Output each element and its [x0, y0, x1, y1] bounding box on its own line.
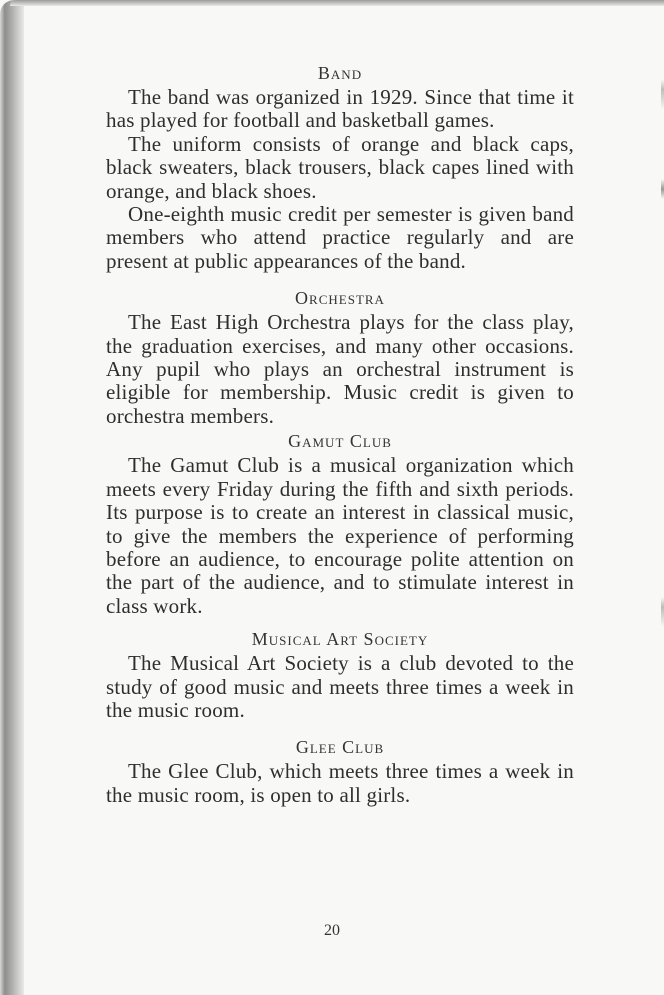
- section-heading: Orchestra: [295, 288, 385, 309]
- page-top-edge: [10, 0, 664, 6]
- book-binding-edge: [0, 0, 24, 995]
- section-band: [106, 60, 574, 273]
- section-gamut-club: [106, 428, 574, 618]
- paragraph: The Gamut Club is a musical organization which meets every Friday during the fifth and sixth periods. Its purpose is to create an interest in classical music, to give the members the experience of performing before an audience, to encourage polite attention on the part of the audience, and to stimulate interest in class work.: [106, 453, 574, 618]
- section-glee-club: [106, 734, 574, 807]
- section-heading: Musical Art Society: [251, 629, 429, 650]
- paragraph: The Glee Club, which meets three times a week in the music room, is open to all girls.: [106, 759, 574, 807]
- paragraph: The East High Orchestra plays for the class play, the graduation exercises, and many other occasions. Any pupil who plays an orchestral instrument is eligible for membership. Music credit is given to orchestra members.: [106, 310, 574, 428]
- paragraph: One-eighth music credit per semester is given band members who attend practice regularly and are present at public appearances of the band.: [106, 202, 574, 273]
- paragraph: The band was organized in 1929. Since that time it has played for football and basketball games.: [106, 85, 574, 133]
- page-content: [106, 60, 574, 807]
- page-number: 20: [324, 922, 340, 939]
- section-musical-art-society: [106, 626, 574, 722]
- section-heading: Band: [317, 63, 363, 83]
- paragraph: The Musical Art Society is a club devoted to the study of good music and meets three times a week in the music room.: [106, 651, 574, 722]
- section-orchestra: [106, 285, 574, 428]
- paragraph: The uniform consists of orange and black caps, black sweaters, black trousers, black capes lined with orange, and black shoes.: [106, 131, 574, 203]
- section-heading: Gamut Club: [288, 431, 392, 452]
- section-heading: Glee Club: [295, 737, 385, 758]
